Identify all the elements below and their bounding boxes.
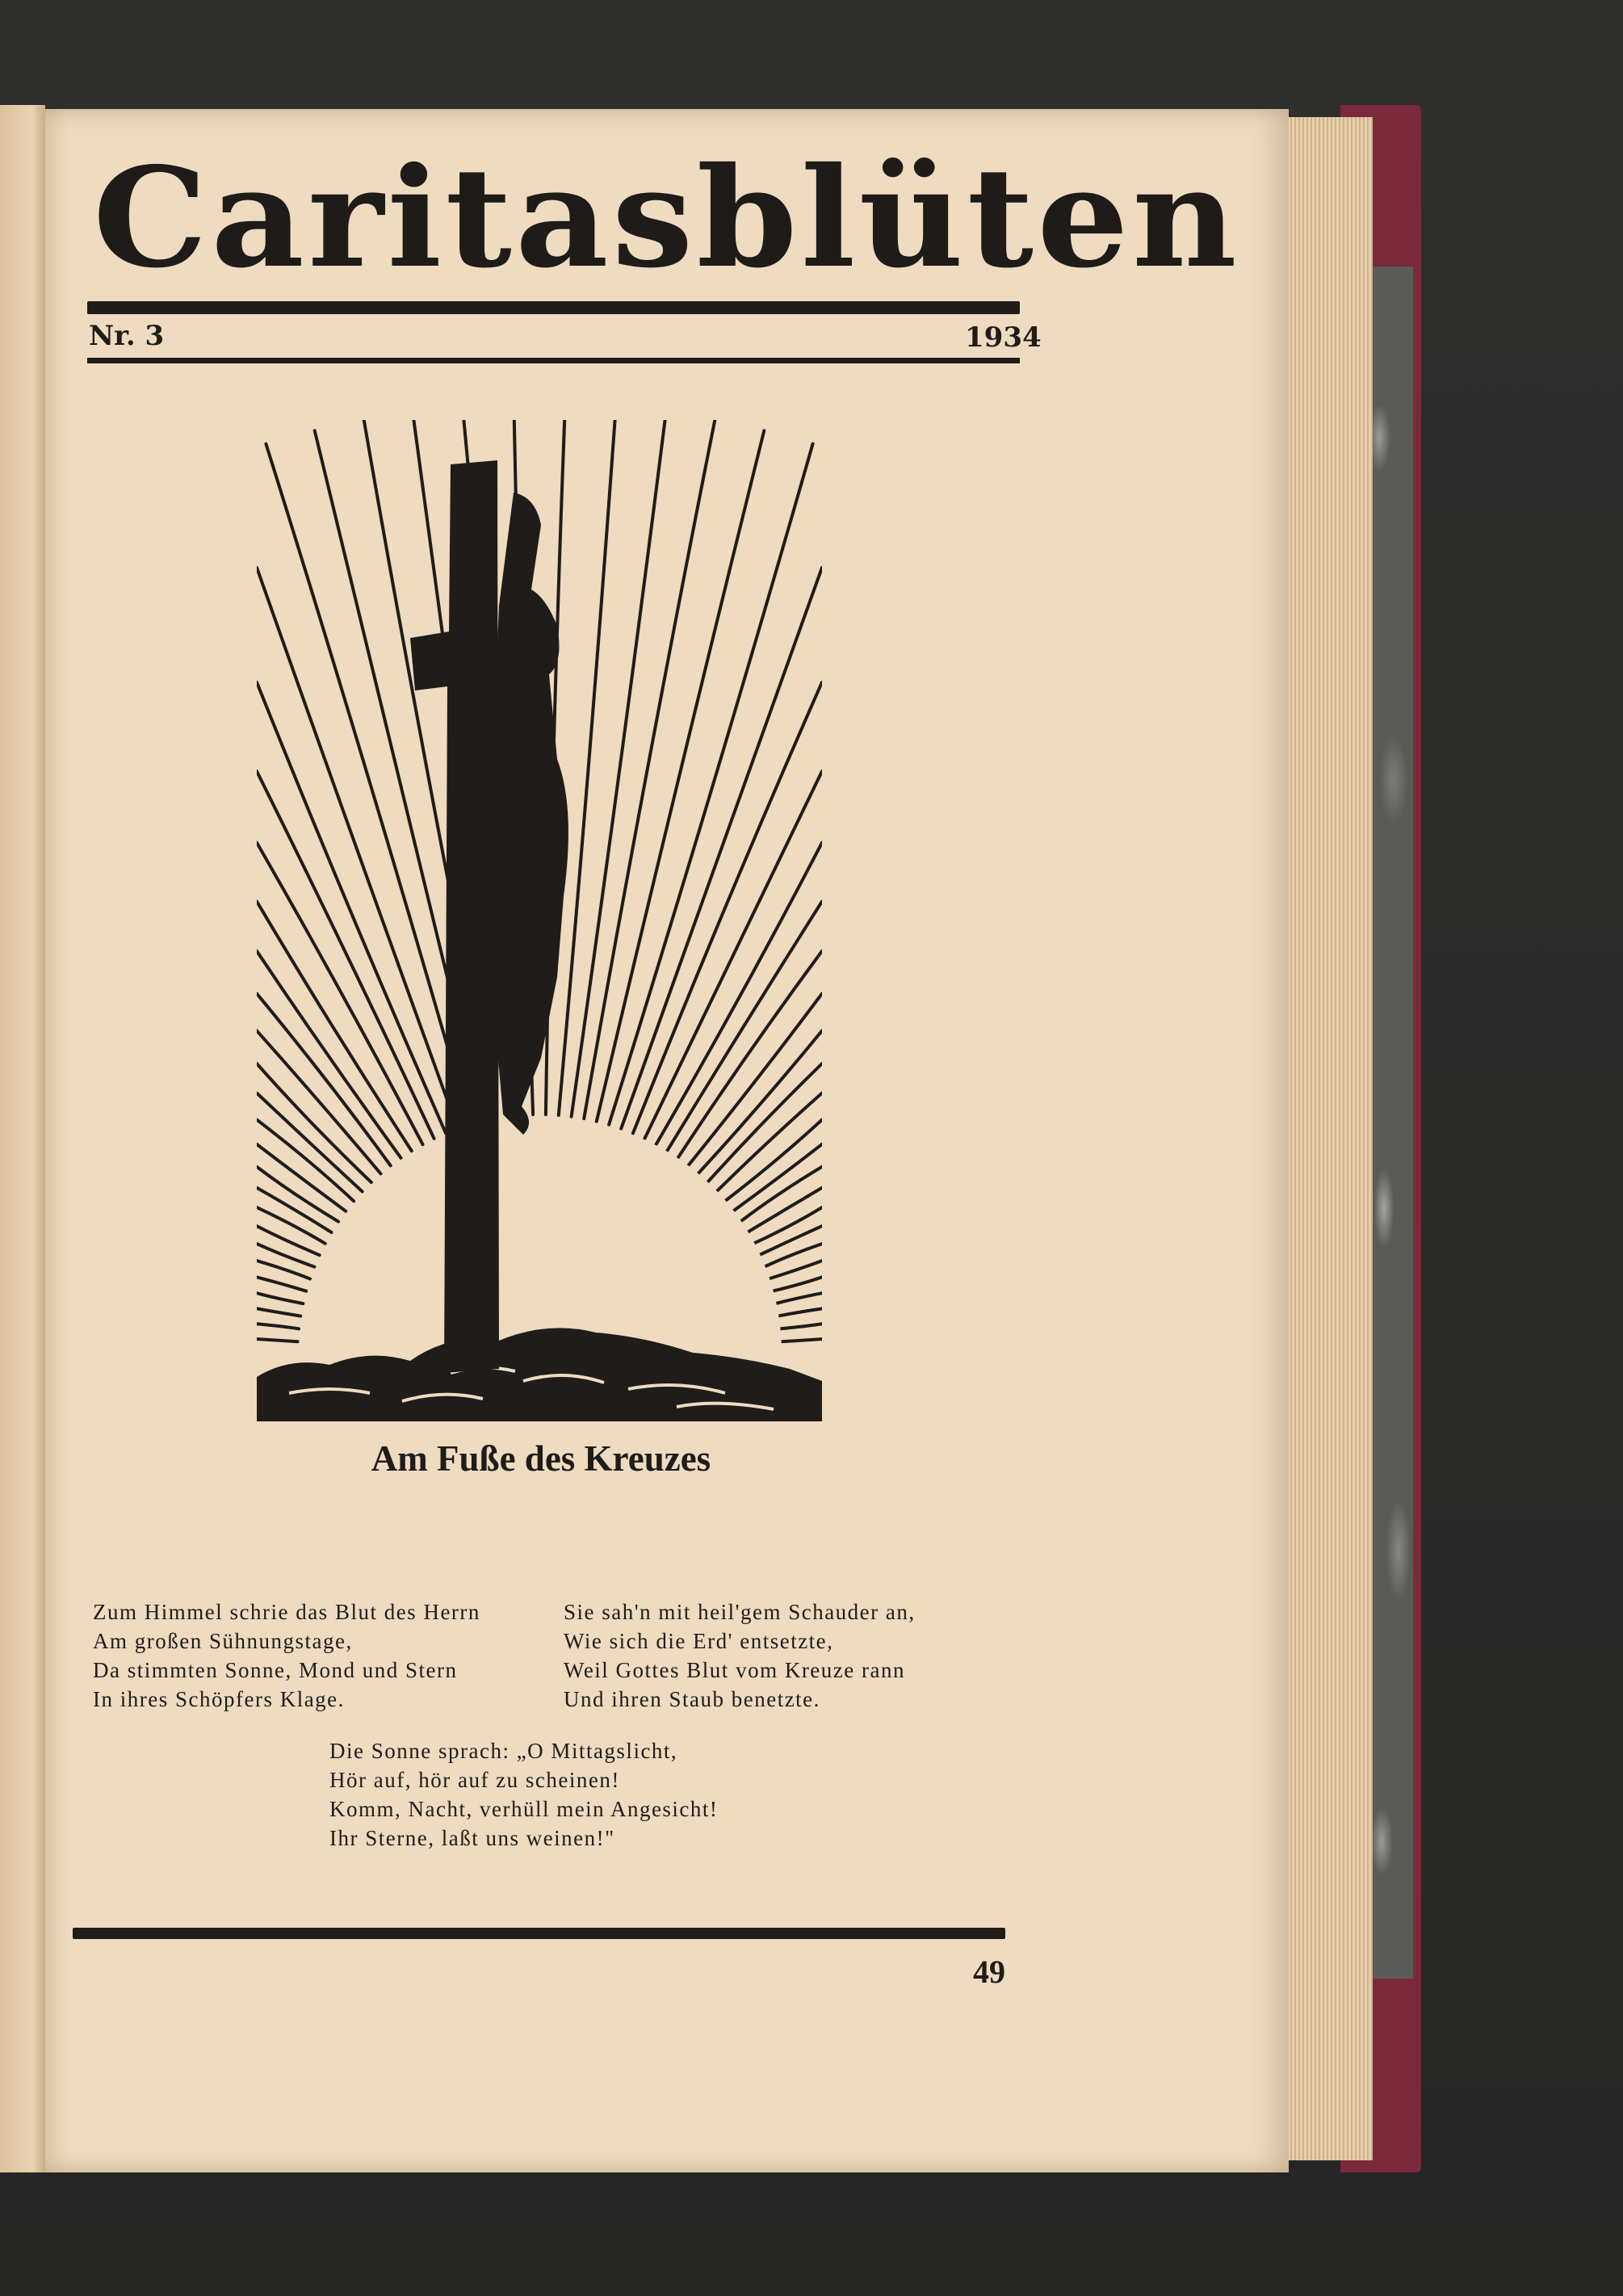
sun-ray — [753, 1207, 822, 1244]
sun-ray — [584, 420, 715, 1119]
sun-ray — [257, 1207, 325, 1244]
sun-ray — [257, 682, 446, 1134]
footer-rule — [73, 1928, 1005, 1939]
poem-line: Da stimmten Sonne, Mond und Stern — [93, 1658, 458, 1682]
poem-title: Am Fuße des Kreuzes — [371, 1438, 711, 1479]
sun-ray — [257, 1339, 298, 1341]
sun-ray — [780, 1324, 822, 1328]
poem-line: Am großen Sühnungstage, — [93, 1629, 353, 1653]
page-number: 49 — [973, 1954, 1005, 1990]
crucifix-woodcut-illustration — [257, 420, 822, 1421]
stanza-1 — [93, 1597, 480, 1714]
sun-ray — [572, 420, 665, 1117]
stanza-3 — [329, 1736, 718, 1853]
page-stack-edge — [1284, 117, 1373, 2160]
sun-ray — [257, 1226, 320, 1255]
sun-ray — [776, 1293, 822, 1303]
stanza-2 — [564, 1597, 916, 1714]
masthead-rule-thin — [87, 358, 1020, 363]
poem-line: Sie sah'n mit heil'gem Schauder an, — [564, 1600, 916, 1624]
sun-ray — [257, 993, 391, 1165]
poem-line: Und ihren Staub benetzte. — [564, 1687, 820, 1711]
sun-ray — [609, 444, 813, 1125]
poem-line: Zum Himmel schrie das Blut des Herrn — [93, 1600, 480, 1624]
left-facing-page — [0, 105, 45, 2172]
sun-ray — [759, 1226, 822, 1255]
masthead-title: Caritasblüten — [93, 137, 1240, 299]
poem-line: Ihr Sterne, laßt uns weinen!" — [329, 1826, 615, 1850]
sun-ray — [257, 771, 434, 1139]
crucified-figure — [491, 493, 568, 1135]
issue-number: Nr. 3 — [89, 320, 165, 352]
sun-ray — [257, 1120, 354, 1202]
poem-line: Wie sich die Erd' entsetzte, — [564, 1629, 834, 1653]
sun-ray — [769, 1261, 822, 1278]
sun-ray — [781, 1339, 822, 1341]
sun-ray — [257, 1293, 303, 1303]
sun-ray — [257, 1277, 306, 1291]
poem-line: Weil Gottes Blut vom Kreuze rann — [564, 1658, 905, 1682]
sun-ray — [773, 1277, 822, 1291]
sun-ray — [257, 1308, 300, 1316]
poem-line: Hör auf, hör auf zu scheinen! — [329, 1768, 620, 1792]
sun-ray — [725, 1120, 822, 1202]
sun-ray — [707, 1064, 822, 1182]
sun-ray — [778, 1308, 822, 1316]
poem-line: Die Sonne sprach: „O Mittagslicht, — [329, 1739, 678, 1763]
sun-ray — [733, 1144, 822, 1211]
masthead-rule-thick — [87, 301, 1020, 314]
sun-ray — [644, 771, 822, 1139]
issue-year: 1934 — [965, 321, 1042, 354]
poem-line: In ihres Schöpfers Klage. — [93, 1687, 345, 1711]
sun-ray — [257, 1324, 299, 1328]
sun-ray — [621, 568, 822, 1129]
poem-line: Komm, Nacht, verhüll mein Angesicht! — [329, 1797, 719, 1821]
